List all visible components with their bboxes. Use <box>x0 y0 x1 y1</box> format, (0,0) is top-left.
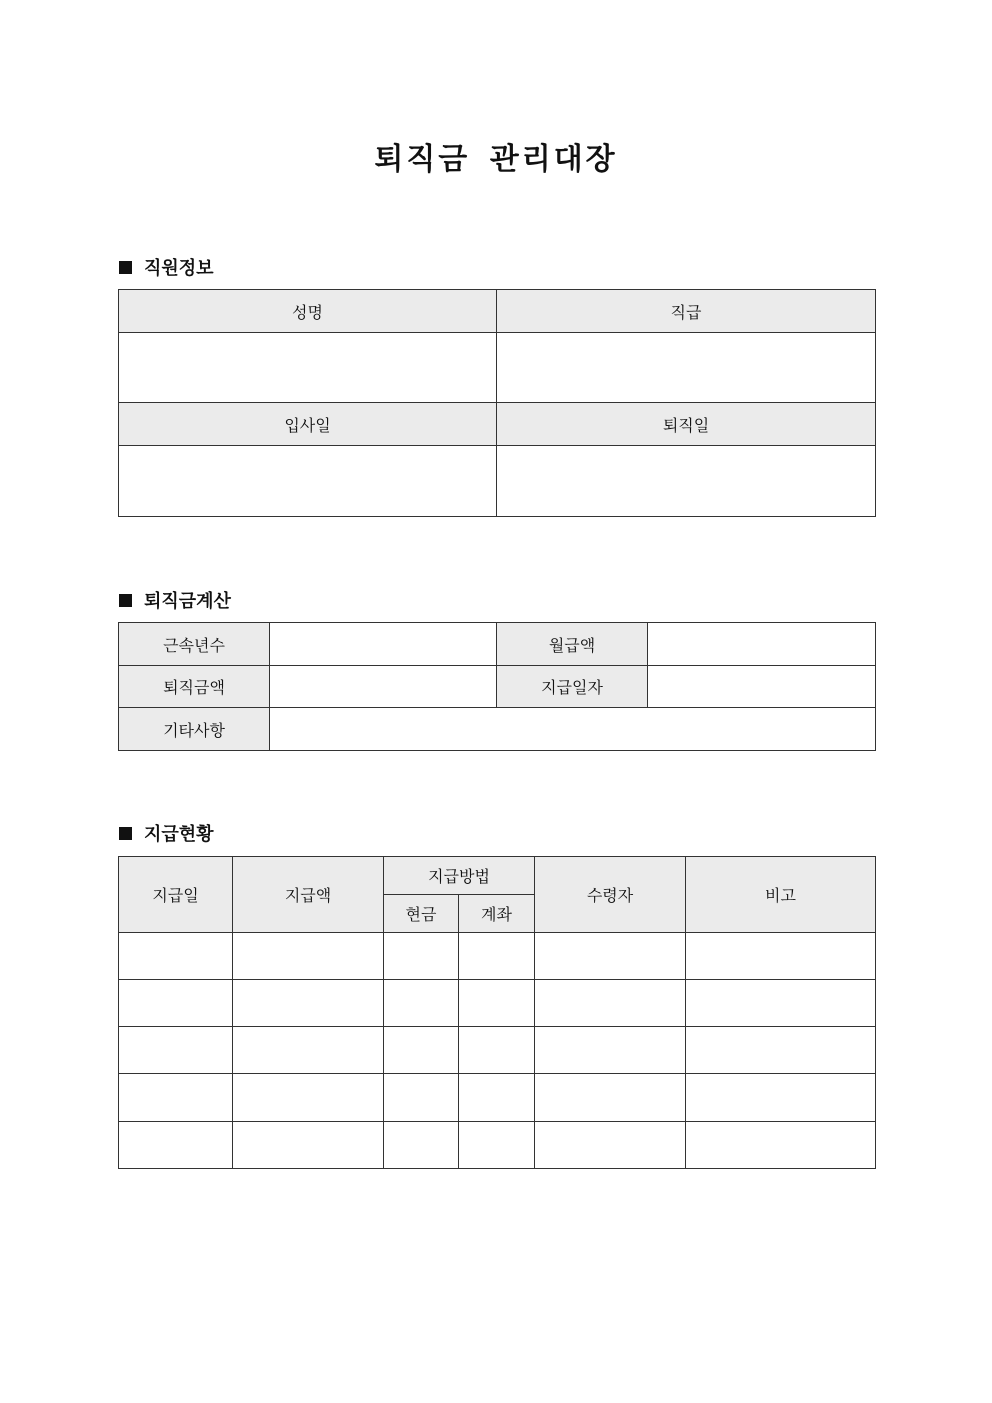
name-field[interactable] <box>119 333 497 403</box>
payment-amount-cell[interactable] <box>233 1027 384 1074</box>
payment-amount-cell[interactable] <box>233 1074 384 1122</box>
cash-cell[interactable] <box>384 1027 459 1074</box>
remarks-cell[interactable] <box>686 933 876 980</box>
col-payment-date: 지급일 <box>119 857 233 933</box>
severance-amount-label: 퇴직금액 <box>119 666 270 708</box>
years-field[interactable] <box>270 623 497 666</box>
account-cell[interactable] <box>459 980 535 1027</box>
payment-date-cell[interactable] <box>119 1027 233 1074</box>
section-severance-calc-heading: 퇴직금계산 <box>144 591 231 612</box>
table-row <box>119 933 876 980</box>
square-bullet-icon <box>119 827 132 840</box>
recipient-cell[interactable] <box>535 1074 686 1122</box>
severance-calc-table <box>118 622 876 751</box>
hire-date-label: 입사일 <box>119 403 497 446</box>
account-cell[interactable] <box>459 1027 535 1074</box>
recipient-cell[interactable] <box>535 1122 686 1169</box>
table-row <box>119 1074 876 1122</box>
payment-amount-cell[interactable] <box>233 933 384 980</box>
payment-amount-cell[interactable] <box>233 1122 384 1169</box>
account-cell[interactable] <box>459 1074 535 1122</box>
cash-cell[interactable] <box>384 1122 459 1169</box>
col-remarks: 비고 <box>686 857 876 933</box>
notes-field[interactable] <box>270 708 876 751</box>
position-label: 직급 <box>497 290 876 333</box>
payment-date-cell[interactable] <box>119 1074 233 1122</box>
section-payment-status <box>119 820 214 846</box>
table-row <box>119 1122 876 1169</box>
notes-label: 기타사항 <box>119 708 270 751</box>
severance-amount-field[interactable] <box>270 666 497 708</box>
recipient-cell[interactable] <box>535 933 686 980</box>
remarks-cell[interactable] <box>686 1027 876 1074</box>
square-bullet-icon <box>119 594 132 607</box>
payment-status-table <box>118 856 876 1169</box>
col-payment-method: 지급방법 <box>384 857 535 895</box>
account-cell[interactable] <box>459 933 535 980</box>
col-payment-amount: 지급액 <box>233 857 384 933</box>
account-cell[interactable] <box>459 1122 535 1169</box>
col-account: 계좌 <box>459 895 535 933</box>
payment-date-label: 지급일자 <box>497 666 648 708</box>
recipient-cell[interactable] <box>535 980 686 1027</box>
recipient-cell[interactable] <box>535 1027 686 1074</box>
payment-date-cell[interactable] <box>119 1122 233 1169</box>
section-severance-calc <box>119 587 231 613</box>
cash-cell[interactable] <box>384 1074 459 1122</box>
payment-date-cell[interactable] <box>119 933 233 980</box>
table-row <box>119 980 876 1027</box>
section-payment-status-heading: 지급현황 <box>144 824 214 845</box>
name-label: 성명 <box>119 290 497 333</box>
remarks-cell[interactable] <box>686 980 876 1027</box>
monthly-salary-label: 월급액 <box>497 623 648 666</box>
remarks-cell[interactable] <box>686 1074 876 1122</box>
employee-info-table <box>118 289 876 517</box>
section-employee-info-heading: 직원정보 <box>144 258 214 279</box>
hire-date-field[interactable] <box>119 446 497 517</box>
col-recipient: 수령자 <box>535 857 686 933</box>
payment-amount-cell[interactable] <box>233 980 384 1027</box>
table-row <box>119 1027 876 1074</box>
retire-date-label: 퇴직일 <box>497 403 876 446</box>
col-cash: 현금 <box>384 895 459 933</box>
page-title: 퇴직금 관리대장 <box>374 142 618 177</box>
section-employee-info <box>119 254 214 280</box>
cash-cell[interactable] <box>384 933 459 980</box>
cash-cell[interactable] <box>384 980 459 1027</box>
monthly-salary-field[interactable] <box>648 623 876 666</box>
remarks-cell[interactable] <box>686 1122 876 1169</box>
retire-date-field[interactable] <box>497 446 876 517</box>
years-label: 근속년수 <box>119 623 270 666</box>
square-bullet-icon <box>119 261 132 274</box>
payment-date-field[interactable] <box>648 666 876 708</box>
payment-date-cell[interactable] <box>119 980 233 1027</box>
position-field[interactable] <box>497 333 876 403</box>
